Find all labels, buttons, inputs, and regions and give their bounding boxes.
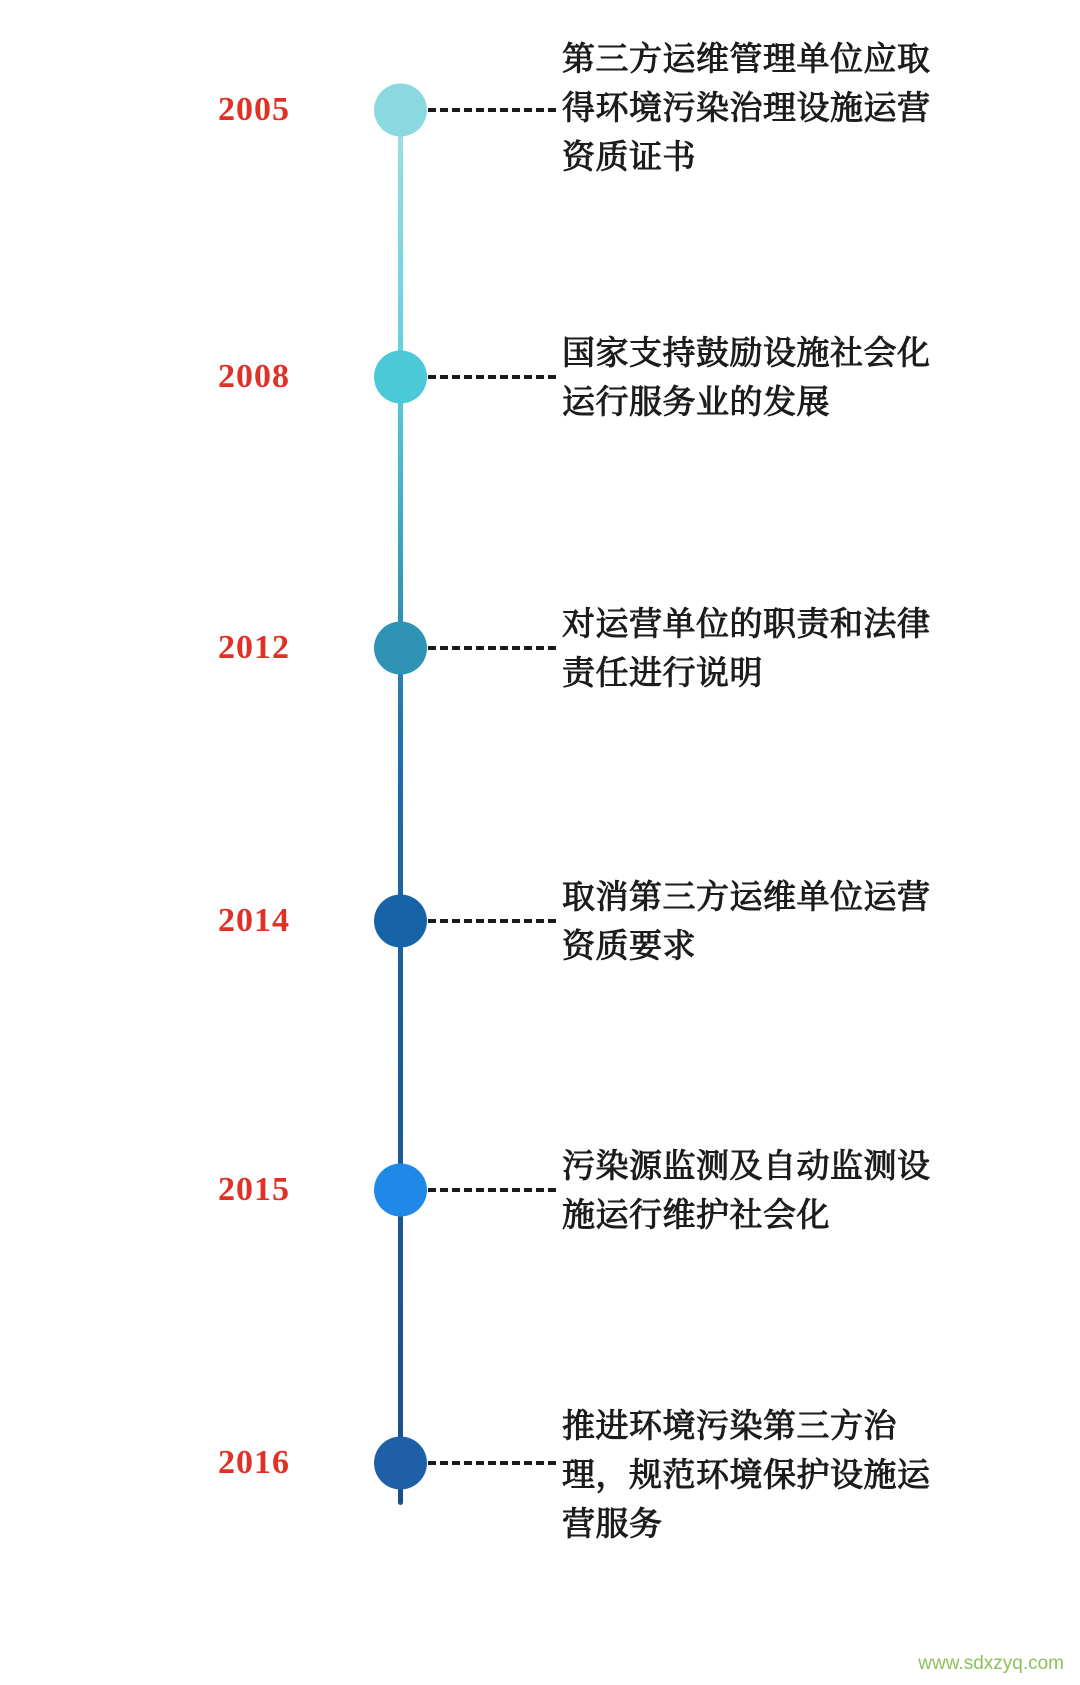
event-year: 2016 bbox=[218, 1444, 290, 1481]
event-year: 2008 bbox=[218, 358, 290, 395]
event-year: 2005 bbox=[218, 91, 290, 128]
event-year: 2012 bbox=[218, 629, 290, 666]
event-description: 污染源监测及自动监测设施运行维护社会化 bbox=[562, 1147, 931, 1233]
event-marker-dot[interactable] bbox=[374, 622, 427, 675]
event-description: 推进环境污染第三方治理，规范环境保护设施运营服务 bbox=[562, 1407, 931, 1542]
event-marker-dot[interactable] bbox=[374, 351, 427, 404]
event-connector-line bbox=[428, 1461, 556, 1465]
event-connector-line bbox=[428, 375, 556, 379]
event-description: 对运营单位的职责和法律责任进行说明 bbox=[562, 605, 931, 691]
watermark: www.sdxzyq.com bbox=[918, 1653, 1064, 1674]
event-connector-line bbox=[428, 919, 556, 923]
timeline-spine bbox=[398, 110, 403, 1505]
event-connector-line bbox=[428, 1188, 556, 1192]
event-marker-dot[interactable] bbox=[374, 895, 427, 948]
event-description: 国家支持鼓励设施社会化运行服务业的发展 bbox=[562, 334, 931, 420]
event-connector-line bbox=[428, 108, 556, 112]
event-marker-dot[interactable] bbox=[374, 1164, 427, 1217]
event-year: 2014 bbox=[218, 902, 290, 939]
event-marker-dot[interactable] bbox=[374, 84, 427, 137]
event-description: 第三方运维管理单位应取得环境污染治理设施运营资质证书 bbox=[562, 40, 931, 175]
event-connector-line bbox=[428, 646, 556, 650]
event-marker-dot[interactable] bbox=[374, 1437, 427, 1490]
event-year: 2015 bbox=[218, 1171, 290, 1208]
event-description: 取消第三方运维单位运营资质要求 bbox=[562, 878, 931, 964]
